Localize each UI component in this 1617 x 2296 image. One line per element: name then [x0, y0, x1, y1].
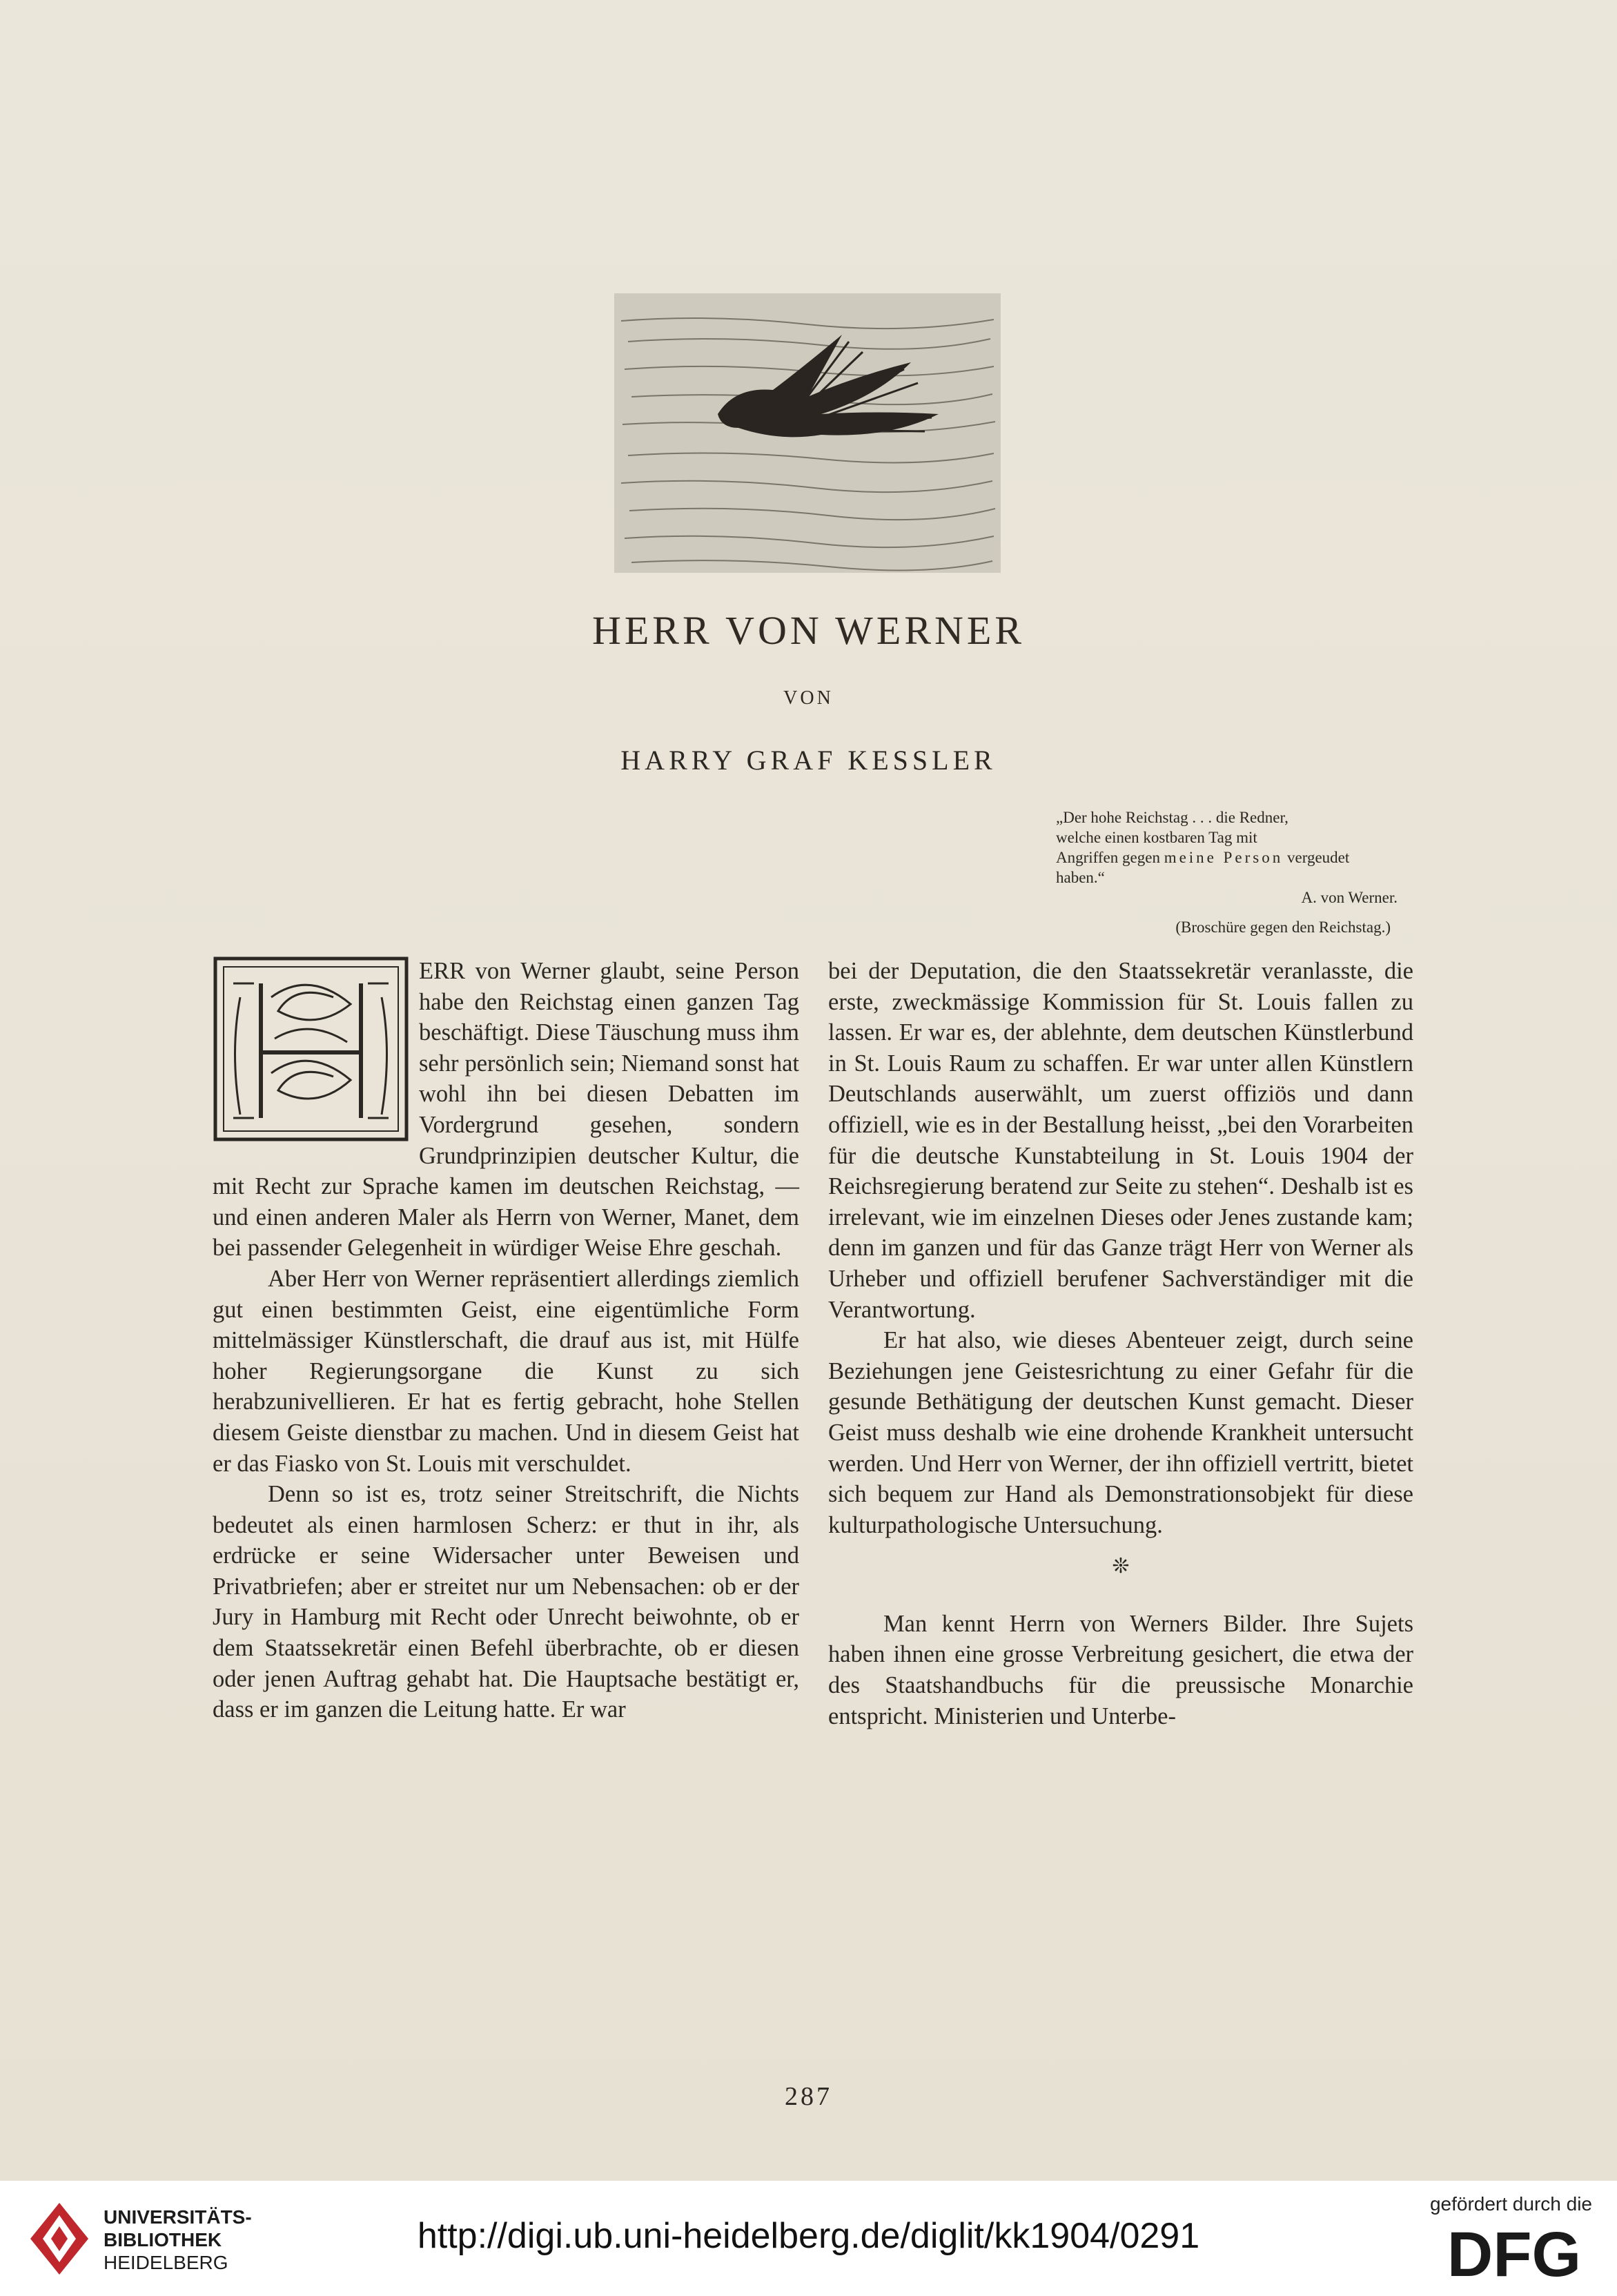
epigraph-text: Angriffen gegen	[1056, 849, 1164, 866]
paragraph: Er hat also, wie dieses Abenteuer zeigt, durch seine Beziehungen jene Geistesrichtung zu einer Gefahr für die gesunde Bethätigung der deutschen Kunst gemacht. Dieser Geist muss deshalb wie eine drohende Krankheit untersucht werden. Und Herr von Werner, der ihn offiziell vertritt, bietet sich bequem zur Hand als Demonstrationsobjekt für diese kulturpathologische Untersuchung.	[828, 1327, 1413, 1538]
text-column-left	[213, 956, 799, 1725]
epigraph	[1056, 807, 1398, 937]
epigraph-emphasis: meine Person	[1164, 849, 1284, 866]
epigraph-line: haben.“	[1056, 869, 1105, 886]
epigraph-line: „Der hohe Reichstag . . . die Redner,	[1056, 809, 1288, 826]
library-name-line: BIBLIOTHEK	[104, 2229, 222, 2250]
paragraph: Denn so ist es, trotz seiner Streitschrift, die Nichts bedeutet als einen harmlosen Scherz: er thut in ihr, als erdrücke er seine Widersacher unter Beweisen und Privatbriefen; aber er streitet nur um Nebensachen: ob er der Jury in Hamburg mit Recht oder Unrecht beiwohnte, ob er dem Staatssekretär einen Befehl überbrachte, ob er diesen oder jenen Auftrag gehabt hat. Die Hauptsache bestätigt er, dass er im ganzen die Leitung hatte. Er war	[213, 1481, 799, 1723]
swallow-drawing-icon	[614, 293, 1001, 573]
dfg-logo-icon[interactable]	[1437, 2224, 1592, 2282]
paragraph: ERR von Werner glaubt, seine Person habe den Reichstag einen ganzen Tag beschäftigt. Diese Täuschung muss ihm sehr persönlich sein; Niemand sonst hat wohl ihn bei diesen Debatten im Vordergrund gesehen, sondern Grundprinzipien deutscher Kultur, die mit Recht zur Sprache kamen im deutschen Reichstag, — und einen anderen Maler als Herrn von Werner, Manet, dem bei passender Gelegenheit in würdiger Weise Ehre geschah.	[213, 958, 799, 1262]
paragraph: Aber Herr von Werner repräsentiert allerdings ziemlich gut einen bestimmten Geist, eine eigentümliche Form mittelmässiger Künstlerschaft, die drauf aus ist, mit Hülfe hoher Regierungsorgane die Kunst zu sich herabzunivellieren. Er hat es fertig gebracht, hohe Stellen diesem Geiste dienstbar zu machen. Und in diesem Geist hat er das Fiasko von St. Louis mit verschuldet.	[213, 1265, 799, 1477]
page-number: 287	[785, 2082, 832, 2111]
dfg-logo-text: DFG	[1447, 2224, 1582, 2282]
author-name: HARRY GRAF KESSLER	[620, 745, 997, 776]
funding-claim: gefördert durch die	[1429, 2193, 1592, 2215]
permalink-url[interactable]: http://digi.ub.uni-heidelberg.de/diglit/kk1904/0291	[417, 2216, 1200, 2256]
article-title: HERR VON WERNER	[591, 608, 1026, 653]
digitization-footer	[0, 2181, 1617, 2296]
epigraph-signature: A. von Werner.	[1301, 889, 1398, 906]
paragraph: Man kennt Herrn von Werners Bilder. Ihre Sujets haben ihnen eine grosse Verbreitung gesichert, die etwa der des Staatshandbuchs für die preussische Monarchie entspricht. Ministerien und Unterbe-	[828, 1610, 1413, 1729]
library-name-line: HEIDELBERG	[104, 2252, 228, 2273]
paragraph: bei der Deputation, die den Staatssekretär veranlasste, die erste, zweckmässige Kommission für St. Louis fallen zu lassen. Er war es, der ablehnte, dem deutschen Künstlerbund in St. Louis Raum zu schaffen. Er war unter allen Künstlern Deutschlands auserwählt, um zuerst offiziös und dann offiziell, wie es in der Bestallung heisst, „bei den Vorarbeiten für die deutsche Kunstabteilung in St. Louis 1904 der Reichsregierung beratend zur Seite zu stehen“. Deshalb ist es irrelevant, wie im einzelnen Dieses oder Jenes zustande kam; denn im ganzen und für das Ganze trägt Herr von Werner als Urheber und offiziell berufener Sachverständiger mit die Verantwortung.	[828, 958, 1413, 1323]
epigraph-line: welche einen kostbaren Tag mit	[1056, 829, 1257, 846]
byline-label: VON	[783, 687, 834, 709]
epigraph-source: (Broschüre gegen den Reichstag.)	[1175, 919, 1391, 936]
epigraph-text: vergeudet	[1283, 849, 1350, 866]
swallow-illustration	[614, 293, 1001, 573]
ornamental-initial-h	[213, 956, 409, 1142]
epigraph-line	[1056, 847, 1398, 867]
initial-h-icon	[213, 956, 409, 1142]
text-column-right	[828, 956, 1413, 1731]
library-name-line: UNIVERSITÄTS-	[104, 2206, 252, 2228]
section-separator: ❊	[1112, 1555, 1130, 1578]
